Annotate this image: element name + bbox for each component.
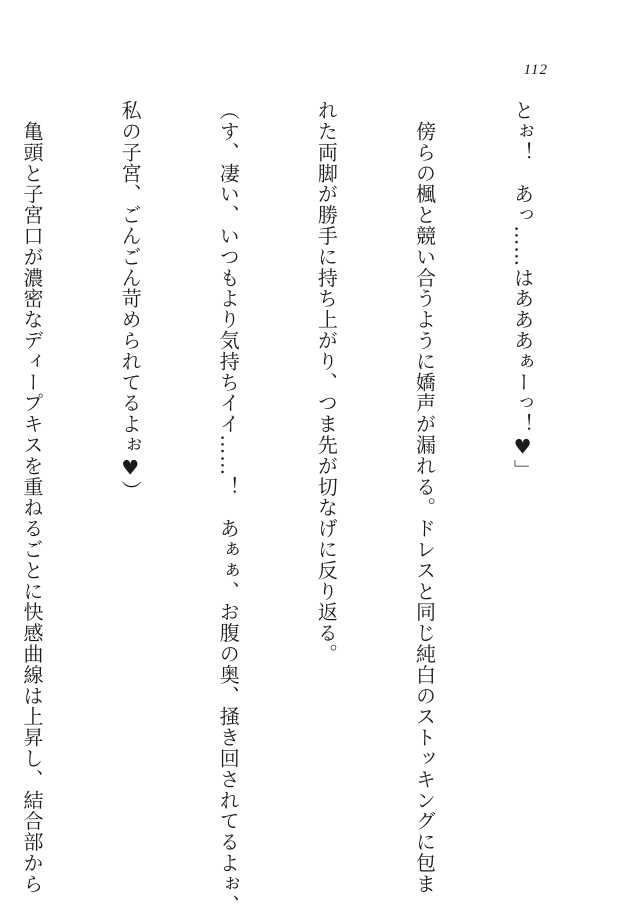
text-line: れた両脚が勝手に持ち上がり、つま先が切なげに反り返る。 — [314, 100, 339, 665]
body-text — [20, 100, 604, 916]
text-line: とぉ！ あっ……はあああぁーっ！♥」 — [510, 100, 535, 481]
text-line: 私の子宮、ごんごん苛められてるよぉ♥） — [118, 100, 143, 502]
text-line: 亀頭と子宮口が濃密なディープキスを重ねるごとに快感曲線は上昇し、結合部から — [20, 100, 45, 895]
page-number: 112 — [523, 62, 548, 78]
text-line: 傍らの楓と競い合うように嬌声が漏れる。ドレスと同じ純白のストッキングに包ま — [412, 100, 437, 895]
text-line: （す、凄い、いつもより気持ちイイ……！ あぁぁ、お腹の奥、掻き回されてるよぉ、 — [216, 100, 241, 916]
